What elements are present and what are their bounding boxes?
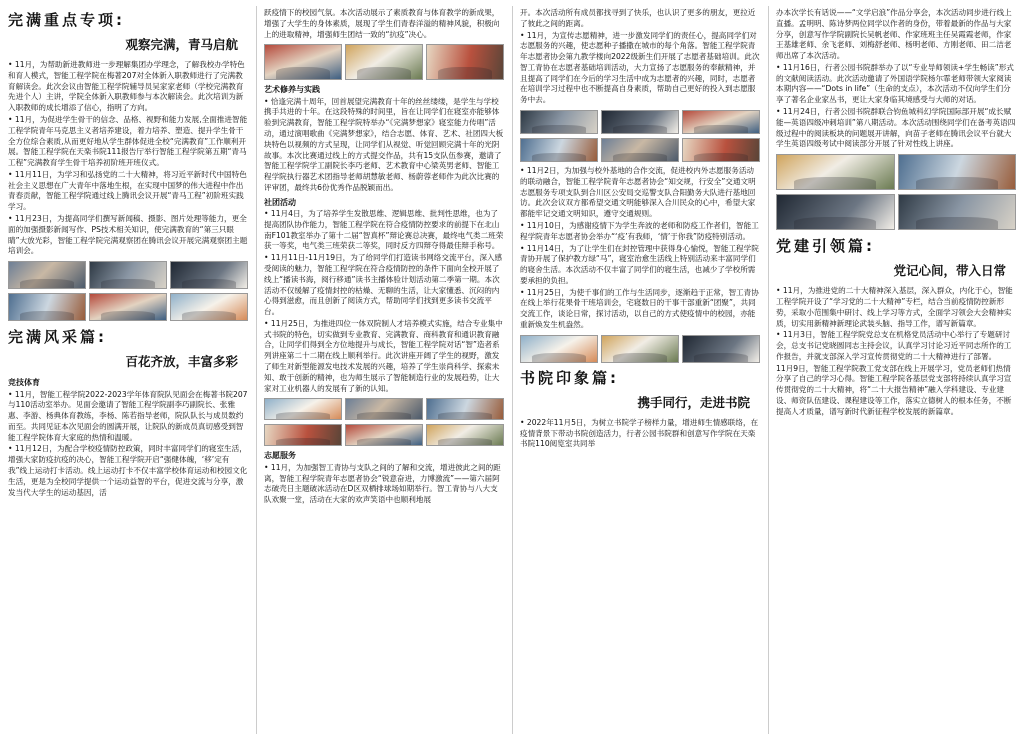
event-photo [170, 293, 248, 321]
article-paragraph: • 11月，为加强智工青协与支队之间的了解和交流，增进彼此之间的距离，智能工程学院青年志愿者协会“锐意奋进，力博激流”——第六届阿志破壳日主题破冰活动在D区双栖排球场如期举行。智工青协与八大支队欢聚一堂，活动在大家的欢声笑语中也顺利地展 [264, 462, 501, 505]
article-paragraph: 跃疫情下的校园气氛。本次活动展示了素质教育与体育教学的新成果，增强了大学生的身体素质，展现了学生们青春洋溢的精神风貌，积极向上的进取精神，增强师生团结一致的“抗疫”决心。 [264, 8, 500, 39]
event-photo [601, 335, 679, 363]
photo-row [520, 335, 760, 363]
event-photo [776, 154, 895, 190]
event-photo [8, 261, 86, 289]
section-subtitle: 百花齐放，丰富多彩 [125, 354, 238, 370]
article-paragraph: • 11月10日，为感谢疫情下为学生奔波的老师和防疫工作者们，智能工程学院青年志愿者协会举办“‘疫’有我师，‘情’于你我”防疫特别活动。 [520, 220, 759, 241]
article-paragraph: • 11月，为宣传志愿精神，进一步激发同学们的责任心，提高同学们对志愿服务的兴趣，使志愿种子播撒在城市的每个角落。智能工程学院青年志愿者协会第九教学楼向2022级新生们开展了志愿者基础培训。此次智工青协在志愿者基础培训活动，大力宣扬了志愿服务的奉献精神，并且提高了同学们在今后的学习生活中成为志愿者的兴趣，同时，志愿者在培训学习过程中也不断提高自身素质，帮助自己更好的投入到志愿服务中去。 [520, 30, 760, 105]
event-photo [264, 424, 342, 446]
article-paragraph: • 11月11日，为学习和弘扬党的二十大精神，将习近平新时代中国特色社会主义思想在广大青年中落地生根，在实现中国梦的伟大进程中作出青春贡献，智能工程学院通过线上腾讯会议开展“青马工程”初阶班实践学习。 [8, 169, 247, 212]
photo-row [264, 44, 504, 80]
section-title-wanman-fengcai: 完满风采篇: [8, 328, 107, 347]
article-paragraph: • 2022年11月5日，为树立书院学子榜样力量，增进师生情感联络，在疫情背景下带动书院创造活力，行者公园书院群和创意写作学院在天楽书院110阅览室共同举 [520, 417, 759, 449]
event-photo [520, 138, 598, 162]
article-paragraph: • 11月3日，智能工程学院党总支在机格党员活动中心举行了专题研讨会，总支书记党晓圆同志主持会议，认真学习讨论习近平同志所作的工作报告，并就支部深入学习宣传贯彻党的二十大精神进行了部署。 [776, 330, 1012, 361]
article-paragraph: 11月9日，智能工程学院教工党支部在线上开展学习，党员老师们热情分享了自己的学习心得。智能工程学院各基层党支部将持续认真学习宣传贯彻党的二十大精神，将“二十大报告精神”融入学科建设、专业建设、师资队伍建设、课程建设等工作，落实立德树人的根本任务，不断提高人才质量，谱写新时代新征程学校发展的新篇章。 [776, 363, 1012, 416]
event-photo [345, 44, 423, 80]
event-photo [89, 293, 167, 321]
photo-row [8, 293, 248, 321]
section-subtitle: 观察完满，青马启航 [125, 37, 238, 53]
subsection-heading: 竞技体育 [8, 378, 40, 388]
photo-row [776, 194, 1016, 230]
photo-row [8, 261, 248, 289]
event-photo [898, 154, 1017, 190]
article-paragraph: • 11月16日，行者公园书院群举办了以“专业导师领读+学生畅读”形式的文献阅读活动。此次活动邀请了外国语学院杨尔霏老师带领大家阅读本期内容——“Dots in life”（生命的支点），本次活动不仅向学生们分享了著名企业家丛书，更让大家身临其境感受与大师的对话。 [776, 62, 1014, 105]
section-subtitle: 携手同行，走进书院 [637, 395, 750, 411]
article-paragraph: • 11月2日，为加强与校外基地的合作交流，促进校内外志愿服务活动的联动融合，智能工程学院青年志愿者协会“知交规，行安全”交通文明志愿服务专项支队到合川区公安局交巡警支队合阳勤务大队进行基地回访。此次会议双方都希望交通文明能够深入合川民众的心中，希望大家都能牢记交通文明知识，遵守交通规则。 [520, 166, 756, 219]
article-paragraph: • 11月，智能工程学院2022-2023学年体育院队见面会在梅著书院207与110活动室举办。见面会邀请了智能工程学院副李巧副院长、张雅惠、李游、杨典体育教练，李杨、陈若指导老师，院队队长与成员数约而至。共同见证本次见面会的圆满开展，让院队的新成员真切感受到智能工程学院体育大家庭的热情和温暖。 [8, 389, 248, 442]
article-paragraph: 办本次学长有话说——“文学启浪”作品分享会，本次活动同步进行线上直播。孟明明、陈诗梦两位同学以作者的身份，带着最新的作品与大家分享，创意写作学院副院长吴帆老师、作家班班主任吴霞霞老师，作家王基雄老师、余飞老师、刘梅舒老师、杨明老师、方刚老师、田二洁老师出席了本次活动。 [776, 8, 1012, 61]
event-photo [601, 110, 679, 134]
photo-row [520, 110, 760, 134]
event-photo [682, 110, 760, 134]
column-3 [512, 0, 768, 739]
event-photo [264, 44, 342, 80]
article-paragraph: • 11月4日，为了培养学生发散思维、逻辑思维、批判性思维，也为了提高团队协作能力，智能工程学院在符合疫情防控要求的前提下在北山南F101教室举办了第十二届“智真杯”辩论赛总决赛，最终电气类二班荣获一等奖，电气类三班荣获二等奖，同时反方四辩夺得最佳辩手称号。 [264, 209, 504, 251]
article-paragraph: • 11月，为推进党的二十大精神深入基层，深入群众，内化于心，智能工程学院开设了“学习党的二十大精神”专栏，结合当前疫情防控新形势，采取小范围集中研讨、线上学习等方式，全面学习领会大会精神实质，切实用新精神新理论武装头脑、指导工作，谱写新篇章。 [776, 286, 1013, 328]
section-subtitle: 党记心间，带入日常 [893, 263, 1006, 279]
section-title-shuyuan-yinxiang: 书院印象篇: [520, 368, 619, 387]
article-paragraph: • 11月12日，为配合学校疫情防控政策，同时丰富同学们的寝室生活，增强大家防疫抗疫的决心，智能工程学院开启“强健体魄，‘移’定有我”线上运动打卡活动。线上运动打卡不仅丰富学校体育运动和校园文化生活，更是为全校同学提供一个运动益智的平台，促进交流与分享，激发当代大学生的运动基因，活 [8, 444, 248, 497]
article-paragraph: 开。本次活动所有成员都找寻到了快乐，也认识了更多的朋友，更拉近了彼此之间的距离。 [520, 8, 756, 28]
subsection-heading: 艺术修养与实践 [264, 85, 320, 95]
event-photo [682, 335, 760, 363]
event-photo [601, 138, 679, 162]
section-title-wanman-zhongdian: 完满重点专项: [8, 11, 125, 29]
photo-row [520, 138, 760, 162]
column-4 [768, 0, 1024, 739]
event-photo [89, 261, 167, 289]
event-photo [170, 261, 248, 289]
article-paragraph: • 11月，为促进学生骨干的信念、品格、视野和能力发展,全面推进智能工程学院青年马克思主义者培养建设，着力培养、塑造、提升学生骨干全方位综合素质,从而更好地从学生群体促进全校“完满教育”工作顺利开展。智能工程学院在天楽书院111报告厅举行智能工程学院第五期“青马工程”完满教育学生骨干培养初阶班开班仪式。 [8, 114, 248, 168]
event-photo [345, 398, 423, 420]
article-paragraph: • 11月24日，行者公园书院群联合钧鱼城科幻学院国际部开展“成长赋能—英语四级冲刺培训”第八期活动。本次活动围绕同学们在备考英语四级过程中的阅读板块的问题展开讲解，向苗子老师在腾讯会议平台就大学生英语四级考试中阅读部分开展了针对性线上讲座。 [776, 107, 1016, 149]
photo-row [264, 424, 504, 446]
section-title-dangjian-yinling: 党建引领篇: [776, 237, 875, 256]
event-photo [345, 424, 423, 446]
photo-row [776, 154, 1016, 190]
column-1 [0, 0, 256, 739]
article-paragraph: • 11月25日，为使千事们的工作与生活同步，逐渐趋于正常，智工青协在线上举行花果骨干班培训会，宅寝数日的干事干部重新“团聚”，共同交流工作，谈论日常，探讨活动，以自己的方式使疫情中的校园，亦能重新焕发生机盎然。 [520, 287, 759, 329]
article-paragraph: • 11月25日，为推进四位一体双院制人才培养模式实施，结合专业集中式书院的特色，切实做到专业教育、完满教育、商科教育和通识教育融合，让同学们得到全方位地提升与成长，智能工程学院对话“智”造者系列讲座第二十二期在线上顺利举行。此次讲座开阔了学生的视野，激发了师生对新型能源发电技术发展的兴趣，培养了学生崇尚科学、探索未知、敢于创新的精神，也为师生展示了智能制造行业的发展趋势，让大家对工业机器人的发展有了新的认知。 [264, 318, 503, 393]
subsection-heading: 志愿服务 [264, 451, 296, 461]
event-photo [426, 44, 504, 80]
article-paragraph: • 11月14日，为了让学生们在封控管理中获得身心愉悦，智能工程学院青协开展了保护教方绿“马”，寝室治愈生活线上特别活动来丰富同学们的寝舍生活。本次活动不仅丰富了同学们的寝生活，也减少了学校所需要承担的负担。 [520, 243, 759, 285]
event-photo [898, 194, 1017, 230]
event-photo [426, 424, 504, 446]
event-photo [682, 138, 760, 162]
article-paragraph: • 恰逢完满十周年，回首展望完满教育十年的丝丝缕缕，是学生与学校携手共进的十年。在这段特殊的时间里，旨在让同学们在寝室亦能够体验到完满教育，智能工程学院特举办“《完满梦想家》寝室能力传唱”活动，通过演唱歌曲《完满梦想家》，结合志愿、体育、艺术、社团四大板块特色以视频的方式呈现，让同学们从视觉、听觉回顾完满十年的光阴故事。本次比赛通过线上的方式提交作品，共有15支队伍参赛，邀请了智能工程学院学工副院长李巧老师、艺术教育中心梁英男老师、智能工程学院执行器艺术团指导老师胡慧敏老师、杨蔚蓉老师作为此次比赛的评审团，最终共6份优秀作品脱颖而出。 [264, 96, 504, 192]
event-photo [8, 293, 86, 321]
event-photo [776, 194, 895, 230]
article-paragraph: • 11月，为帮助新进教师进一步理解集团办学理念，了解我校办学特色和育人模式，智能工程学院在梅著207对全体新入职教师进行了完满教育解读会。此次会议由智能工程学院辅导员吴家家老师（学校完满教育先进个人）主讲，学院全体新入职教师参与本次解读会。此次培训为新入职教师的成长增添了信心，指明了方向。 [8, 60, 245, 113]
column-2 [256, 0, 512, 739]
subsection-heading: 社团活动 [264, 197, 296, 207]
article-paragraph: • 11月11日-11月19日，为了给同学们打造读书网络交流平台，深入感受阅读的魅力，智能工程学院在符合疫情防控的条件下面向全校开展了线上“播读书海，阅行移通”读书主播体验计划活动第二季第一期。本次活动不仅缓解了疫情封控的枯燥、无聊的生活，让大家懂悉、沉闷的内心得到滋愈，而且创新了阅读方式，帮助同学们找到更多读书交流平台。 [264, 253, 503, 317]
article-paragraph: • 11月23日，为提高同学们撰写新闻稿、摄影、图片处理等能力，更全面的加强摄影新闻写作、PS技术相关知识，使完满教育的“第三只眼睛”大放光彩，智能工程学院完满观察团在腾讯会议开展完满观察团主题培训会。 [8, 213, 248, 256]
event-photo [426, 398, 504, 420]
event-photo [520, 335, 598, 363]
event-photo [264, 398, 342, 420]
photo-row [264, 398, 504, 420]
event-photo [520, 110, 598, 134]
